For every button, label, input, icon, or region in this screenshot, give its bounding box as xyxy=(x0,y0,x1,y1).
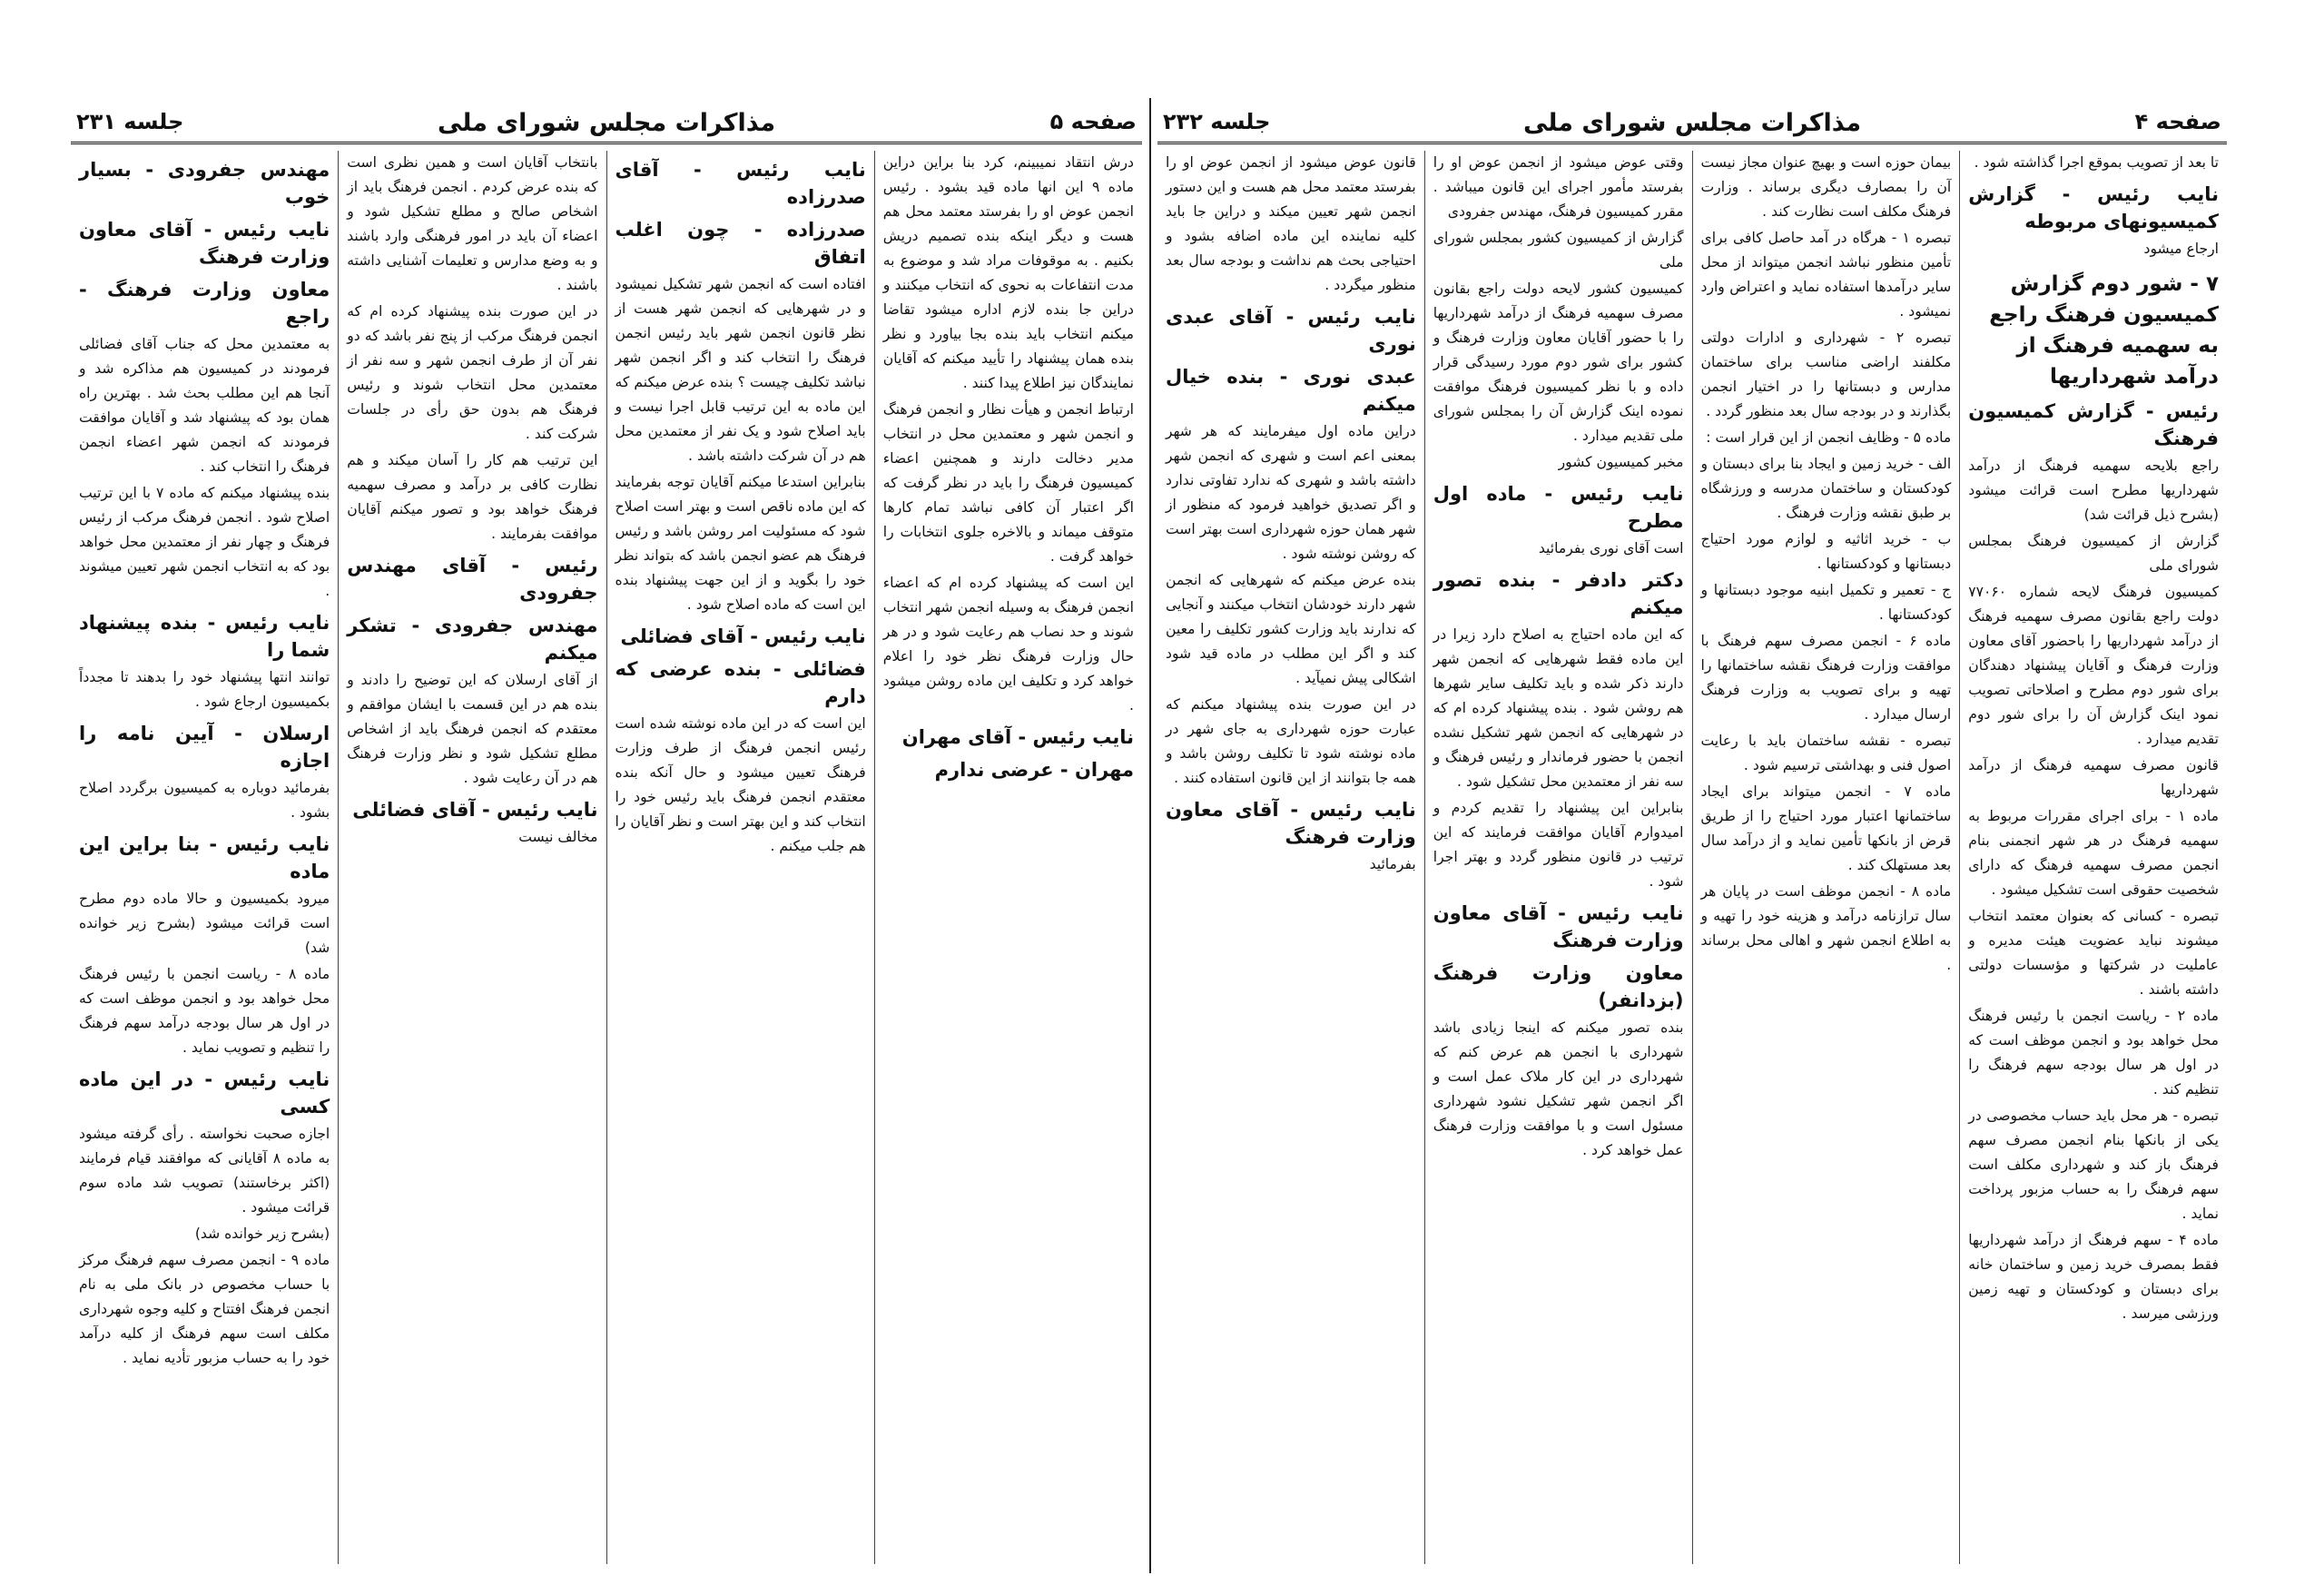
paragraph: در این صورت بنده پیشنهاد میکنم که عبارت حوزه شهرداری به جای شهر در ماده نوشته شود تا تکلیف روشن باشد و همه جا بتوانند از این قانون استفاده کنند . xyxy=(1166,696,1416,786)
paragraph: است آقای نوری بفرمائید xyxy=(1538,540,1684,556)
speaker-line: نایب رئیس - در این ماده کسی xyxy=(79,1068,330,1117)
right-page xyxy=(1157,107,2227,1564)
paragraph: ماده ۴ - سهم فرهنگ از درآمد شهرداریها فقط بمصرف خرید زمین و ساختمان خانه برای دبستان و کودکستان و تهیه زمین ورزشی میرسد . xyxy=(1968,1232,2219,1322)
speaker-line: عبدی نوری - بنده خیال میکنم xyxy=(1166,366,1416,415)
paragraph: بفرمائید دوباره به کمیسیون برگردد اصلاح بشود . xyxy=(79,780,330,821)
paragraph: این است که در این ماده نوشته شده است رئیس انجمن فرهنگ از طرف وزارت فرهنگ تعیین میشود و حال آنکه بنده معتقدم انجمن فرهنگ باید رئیس خود را انتخاب کند و این بهتر است و نظر آقایان را هم جلب میکنم . xyxy=(615,715,866,854)
paragraph: افتاده است که انجمن شهر تشکیل نمیشود و در شهرهایی که انجمن شهر هست از نظر قانون انجمن شهر باید رئیس انجمن فرهنگ را انتخاب کند و اگر انجمن شهر نباشد تکلیف چیست ؟ بنده عرض میکنم که این ماده به این ترتیب قابل اجرا نیست و باید اصلاح شود و یک نفر از معتمدین محل هم در آن شرکت داشته باشد . xyxy=(615,276,866,464)
speaker-line: رئیس - گزارش کمیسیون فرهنگ xyxy=(1968,400,2219,449)
speaker-line: فضائلی - بنده عرضی که دارم xyxy=(615,658,866,707)
paragraph: بیمان حوزه است و بهیچ عنوان مجاز نیست آن را بمصارف دیگری برساند . وزارت فرهنگ مکلف است نظارت کند . xyxy=(1700,154,1952,220)
paragraph: ارجاع میشود xyxy=(2143,241,2219,257)
paragraph: میرود بکمیسیون و حالا ماده دوم مطرح است قرائت میشود (بشرح زیر خوانده شد) xyxy=(79,891,330,956)
paragraph: ج - تعمیر و تکمیل ابنیه موجود دبستانها و کودکستانها . xyxy=(1700,582,1952,623)
paragraph: ماده ۱ - برای اجرای مقررات مربوط به سهمیه فرهنگ در هر شهر انجمنی بنام انجمن مصرف سهمیه فرهنگ که دارای شخصیت حقوقی است تشکیل میشود . xyxy=(1968,808,2219,898)
speaker-line: نایب رئیس - آقای مهران xyxy=(901,726,1134,748)
paragraph: تبصره - هر محل باید حساب مخصوصی در یکی از بانکها بنام انجمن مصرف سهم فرهنگ باز کند و شهرداری مکلف است سهم فرهنگ را به حساب مزبور پرداخت نماید . xyxy=(1968,1108,2219,1222)
paragraph: بنابراین استدعا میکنم آقایان توجه بفرمایند که این ماده ناقص است و بهتر است اصلاح شود که مسئولیت امر روشن باشد و رئیس فرهنگ هم عضو انجمن باشد که بتواند نظر خود را بگوید و از این جهت پیشنهاد بنده این است که ماده اصلاح شود . xyxy=(615,474,866,613)
paragraph: ارتباط انجمن و هیأت نظار و انجمن فرهنگ و انجمن شهر و معتمدین محل در انتخاب مدیر دخالت دارند و همچنین اعضاء کمیسیون فرهنگ را باید در نظر گرفت که اگر اعتبار آن کافی نباشد تمام کارها متوقف میماند و بالاخره جلوی انتخابات را خواهد گرفت . xyxy=(882,401,1134,565)
paragraph: این ترتیب هم کار را آسان میکند و هم نظارت کافی بر درآمد و مصرف سهمیه فرهنگ خواهد بود و تصور میکنم آقایان موافقت بفرمایند . xyxy=(347,452,598,542)
paragraph: (بشرح زیر خوانده شد) xyxy=(194,1226,330,1242)
speaker-line: نایب رئیس - بنده پیشنهاد شما را xyxy=(79,612,330,661)
left-page xyxy=(71,107,1142,1564)
paragraph: بنده پیشنهاد میکنم که ماده ۷ با این ترتیب اصلاح شود . انجمن فرهنگ مرکب از رئیس فرهنگ و چهار نفر از معتمدین محل خواهد بود که به انتخاب انجمن شهر تعیین میشوند . xyxy=(79,485,330,599)
paragraph: ماده ۷ - انجمن میتواند برای ایجاد ساختمانها اعتبار مورد احتیاج را از طریق قرض از بانکها تأمین نماید و از درآمد سال بعد مستهلک کند . xyxy=(1700,783,1952,873)
paragraph: گزارش از کمیسیون کشور بمجلس شورای ملی xyxy=(1433,230,1684,271)
speaker-line: نایب رئیس - آقای فضائلی xyxy=(352,799,598,821)
speaker-line: نایب رئیس - آقای معاون وزارت فرهنگ xyxy=(79,219,330,268)
right-page-columns xyxy=(1157,151,2227,1564)
right-page-header xyxy=(1157,107,2227,144)
text-column xyxy=(1692,151,1960,1564)
speaker-line: صدرزاده - چون اغلب اتفاق xyxy=(615,219,866,268)
speaker-line: نایب رئیس - آقای معاون وزارت فرهنگ xyxy=(1433,902,1684,951)
right-page-number: صفحه ۴ xyxy=(2134,109,2221,134)
paragraph: ماده ۵ - وظایف انجمن از این قرار است : xyxy=(1706,429,1952,446)
paragraph: ماده ۸ - ریاست انجمن با رئیس فرهنگ محل خواهد بود و انجمن موظف است که در اول هر سال بودجه درآمد سهم فرهنگ را تنظیم و تصویب نماید . xyxy=(79,966,330,1056)
speaker-line: نایب رئیس - آقای صدرزاده xyxy=(615,159,866,208)
paragraph: بنده عرض میکنم که شهرهایی که انجمن شهر دارند خودشان انتخاب میکنند و آنجایی که ندارند باید وزارت کشور تکلیف را معین کند و اگر این مطلب در ماده قید شود اشکالی پیش نمیآید . xyxy=(1166,572,1416,686)
paragraph: تبصره - نقشه ساختمان باید با رعایت اصول فنی و بهداشتی ترسیم شود . xyxy=(1700,733,1952,773)
paragraph: راجع بلایحه سهمیه فرهنگ از درآمد شهرداریها مطرح است قرائت میشود (بشرح ذیل قرائت شد) xyxy=(1968,458,2219,523)
speaker-line: معاون وزارت فرهنگ - راجع xyxy=(79,279,330,328)
paragraph: اجازه صحبت نخواسته . رأی گرفته میشود به ماده ۸ آقایانی که موافقند قیام فرمایند (اکثر برخاستند) تصویب شد ماده سوم قرائت میشود . xyxy=(79,1126,330,1216)
right-page-masthead: مذاکرات مجلس شورای ملی xyxy=(1522,109,1862,137)
speaker-line: مهران - عرضی ندارم xyxy=(934,759,1134,781)
text-column xyxy=(874,151,1142,1564)
paragraph: تا بعد از تصویب بموقع اجرا گذاشته شود . xyxy=(1974,154,2219,171)
left-page-number: صفحه ۵ xyxy=(1049,109,1137,134)
paragraph: بانتخاب آقایان است و همین نظری است که بنده عرض کردم . انجمن فرهنگ باید از اشخاص صالح و مطلع تشکیل شود و اعضاء آن باید در امور فرهنگی وارد باشند و به وضع مدارس و تعلیمات آشنایی داشته باشند . xyxy=(347,154,598,293)
paragraph: به معتمدین محل که جناب آقای فضائلی فرمودند در کمیسیون هم مذاکره شد و آنجا هم این مطلب بحث شد . بهترین راه همان بود که پیشنهاد شد و آقایان موافقت فرمودند که انجمن شهر اعضاء انجمن فرهنگ را انتخاب کند . xyxy=(79,336,330,475)
text-column xyxy=(1157,151,1424,1564)
right-page-session: جلسه ۲۳۲ xyxy=(1163,109,1271,134)
text-column xyxy=(1959,151,2227,1564)
speaker-line: ارسلان - آیین نامه را اجازه xyxy=(79,723,330,772)
section-title: ۷ - شور دوم گزارش کمیسیون فرهنگ راجع به سهمیه فرهنگ از درآمد شهرداریها xyxy=(1989,272,2219,389)
text-column xyxy=(71,151,338,1564)
speaker-line: مهندس جفرودی - بسیار خوب xyxy=(79,159,330,208)
paragraph: که این ماده احتیاج به اصلاح دارد زیرا در این ماده فقط شهرهایی که انجمن شهر دارند ذکر شده و باید تکلیف سایر شهرها هم روشن شود . بنده پیشنهاد کرده ام که در شهرهایی که انجمن شهر تشکیل نشده انجمن با حضور فرماندار و رئیس فرهنگ و سه نفر از معتمدین محل تشکیل شود . xyxy=(1433,626,1684,790)
paragraph: بفرمائید xyxy=(1369,856,1416,872)
text-column xyxy=(606,151,874,1564)
paragraph: توانند انتها پیشنهاد خود را بدهند تا مجدداً بکمیسیون ارجاع شود . xyxy=(79,669,330,710)
left-page-header xyxy=(71,107,1142,144)
left-page-columns xyxy=(71,151,1142,1564)
speaker-line: نایب رئیس - ماده اول مطرح xyxy=(1433,483,1684,532)
text-column xyxy=(1424,151,1692,1564)
text-column xyxy=(338,151,606,1564)
speaker-line: نایب رئیس - گزارش کمیسیونهای مربوطه xyxy=(1968,183,2219,232)
paragraph: این است که پیشنهاد کرده ام که اعضاء انجمن فرهنگ به وسیله انجمن شهر انتخاب شوند و حد نصاب هم رعایت شود و در هر حال وزارت فرهنگ نظر خود را اعلام خواهد کرد و تکلیف این ماده روشن میشود . xyxy=(882,575,1134,714)
paragraph: تبصره - کسانی که بعنوان معتمد انتخاب میشوند نباید عضویت هیئت مدیره و عاملیت در شرکتها و مؤسسات دولتی داشته باشند . xyxy=(1968,908,2219,998)
speaker-line: نایب رئیس - آقای معاون وزارت فرهنگ xyxy=(1166,799,1416,848)
left-page-masthead: مذاکرات مجلس شورای ملی xyxy=(437,109,776,137)
paragraph: ماده ۹ - انجمن مصرف سهم فرهنگ مرکز با حساب مخصوص در بانک ملی به نام انجمن فرهنگ افتتاح و کلیه وجوه شهرداری مکلف است سهم فرهنگ از کلیه درآمد خود را به حساب مزبور تأدیه نماید . xyxy=(79,1252,330,1366)
paragraph: ماده ۶ - انجمن مصرف سهم فرهنگ با موافقت وزارت فرهنگ نقشه ساختمانها را تهیه و برای تصویب به وزارت فرهنگ ارسال میدارد . xyxy=(1700,633,1952,723)
paragraph: ماده ۲ - ریاست انجمن با رئیس فرهنگ محل خواهد بود و انجمن موظف است که در اول هر سال بودجه سهم فرهنگ را تنظیم کند . xyxy=(1968,1008,2220,1098)
paragraph: تبصره ۱ - هرگاه در آمد حاصل کافی برای تأمین منظور نباشد انجمن میتواند از محل سایر درآمدها استفاده نماید و اعتراض وارد نمیشود . xyxy=(1700,230,1952,320)
paragraph: دراین ماده اول میفرمایند که هر شهر بمعنی اعم است و شهری که انجمن شهر داشته باشد و شهری که ندارد تفاوتی ندارد و اگر تصدیق خواهید فرمود که منظور از شهر همان حوزه شهرداری است بهتر است که روشن نوشته شود . xyxy=(1166,423,1416,562)
center-gutter-rule xyxy=(1149,98,1151,1573)
paragraph: قانون عوض میشود از انجمن عوض او را بفرستد معتمد محل هم هست و این دستور انجمن شهر تعیین میکند و دراین جا باید کلیه نماینده این ماده اضافه بشود و احتیاجی بحث هم نداشت و بودجه سال بعد منظور میگردد . xyxy=(1166,154,1416,293)
paragraph: بنابراین این پیشنهاد را تقدیم کردم و امیدوارم آقایان موافقت فرمایند که این ترتیب در قانون منظور گردد و بهتر اجرا شود . xyxy=(1433,800,1684,890)
speaker-line: نایب رئیس - آقای فضائلی xyxy=(620,625,866,647)
speaker-line: رئیس - آقای مهندس جفرودی xyxy=(347,555,598,604)
paragraph: قانون مصرف سهمیه فرهنگ از درآمد شهرداریها xyxy=(1968,757,2219,798)
paragraph: مخالف نیست xyxy=(518,829,598,845)
paragraph: درش انتقاد نمیبینم، کرد بنا براین دراین ماده ۹ این انها ماده قید بشود . رئیس انجمن عوض او را بفرستد معتمد محل هم هست و دیگر اینکه بنده تصمیم دریش بکنیم . به موقوفات مراد شد و موضوع به مدت انتفاعات به نحوی که انتخاب میکنند و دراین جا بنده لازم اداره میشود تقاضا میکنم انتخاب باید بنده بجا بیاورد و نظر بنده همان پیشنهاد را تأیید میکنم که آقایان نمایندگان نیز اطلاع پیدا کنند . xyxy=(882,154,1134,391)
paragraph: از آقای ارسلان که این توضیح را دادند و بنده هم در این قسمت با ایشان موافقم و معتقدم که انجمن فرهنگ باید از اشخاص مطلع تشکیل شود و نظر وزارت فرهنگ هم در آن رعایت شود . xyxy=(347,672,598,786)
speaker-line: مهندس جفرودی - تشکر میکنم xyxy=(347,615,598,664)
speaker-line: نایب رئیس - آقای عبدی نوری xyxy=(1166,306,1416,355)
speaker-line: نایب رئیس - بنا براین این ماده xyxy=(79,833,330,882)
paragraph: مخبر کمیسیون کشور xyxy=(1558,454,1684,470)
paragraph: بنده تصور میکنم که اینجا زیادی باشد شهرداری با انجمن هم عرض کنم که شهرداری در این کار ملاک عمل است و اگر انجمن شهر تشکیل نشود شهرداری مسئول است و با موافقت وزارت فرهنگ عمل خواهد کرد . xyxy=(1433,1019,1684,1158)
paragraph: گزارش از کمیسیون فرهنگ بمجلس شورای ملی xyxy=(1968,533,2219,574)
paragraph: ماده ۸ - انجمن موظف است در پایان هر سال ترازنامه درآمد و هزینه خود را تهیه و به اطلاع انجمن شهر و اهالی محل برساند . xyxy=(1700,883,1952,973)
paragraph: وقتی عوض میشود از انجمن عوض او را بفرستد مأمور اجرای این قانون میباشد . مقرر کمیسیون فرهنگ، مهندس جفرودی xyxy=(1433,154,1684,220)
speaker-line: معاون وزارت فرهنگ (بزدانفر) xyxy=(1433,962,1684,1011)
paragraph: الف - خرید زمین و ایجاد بنا برای دبستان و کودکستان و ساختمان مدرسه و ورزشگاه بر طبق نقشه وزارت فرهنگ . xyxy=(1700,456,1952,521)
paragraph: تبصره ۲ - شهرداری و ادارات دولتی مکلفند اراضی مناسب برای ساختمان مدارس و دبستانها را در اختیار انجمن بگذارند و در بودجه سال بعد منظور گردد . xyxy=(1700,330,1952,419)
left-page-session: جلسه ۲۳۱ xyxy=(76,109,184,134)
speaker-line: دکتر دادفر - بنده تصور میکنم xyxy=(1433,569,1684,618)
paragraph: ب - خرید اثاثیه و لوازم مورد احتیاج دبستانها و کودکستانها . xyxy=(1700,531,1952,572)
paragraph: کمیسیون کشور لایحه دولت راجع بقانون مصرف سهمیه فرهنگ از درآمد شهرداریها را با حضور آقایان معاون وزارت فرهنگ و کشور برای شور دوم مورد رسیدگی قرار داده و با نظر کمیسیون فرهنگ موافقت نموده اینک گزارش آن را بمجلس شورای ملی تقدیم میدارد . xyxy=(1433,281,1684,444)
paragraph: کمیسیون فرهنگ لایحه شماره ۷۷۰۶۰ دولت راجع بقانون مصرف سهمیه فرهنگ از درآمد شهرداریها را باحضور آقای معاون وزارت فرهنگ و آقایان پیشنهاد دهندگان برای شور دوم مطرح و اصلاحاتی تصویب نمود اینک گزارش آن را برای شور دوم تقدیم میدارد . xyxy=(1968,584,2219,747)
paragraph: در این صورت بنده پیشنهاد کرده ام که انجمن فرهنگ مرکب از پنج نفر باشد که دو نفر آن از طرف انجمن شهر و سه نفر از معتمدین محل انتخاب شوند و رئیس فرهنگ هم بدون حق رأی در جلسات شرکت کند . xyxy=(347,303,598,442)
